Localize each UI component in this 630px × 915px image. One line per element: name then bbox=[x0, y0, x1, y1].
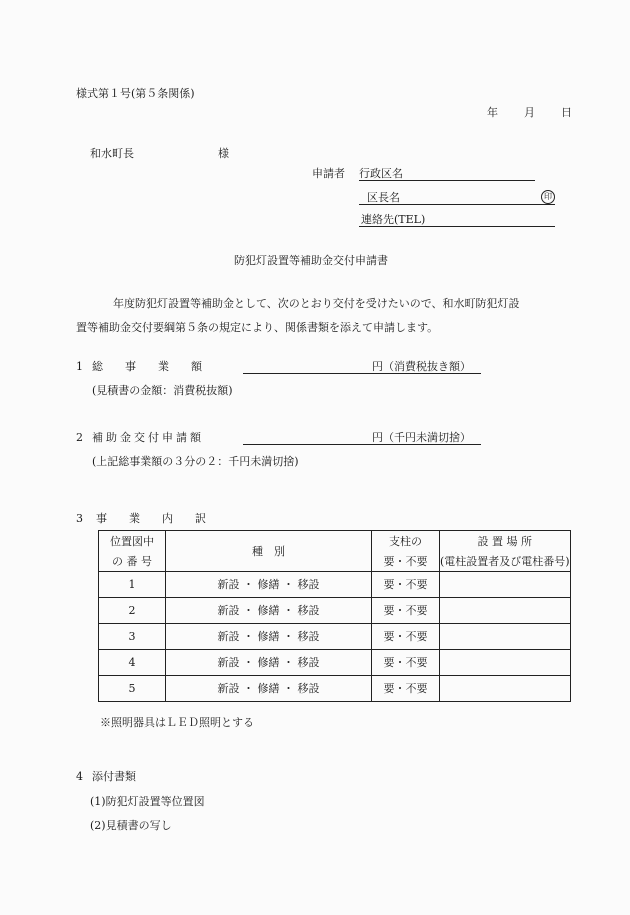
cell-type-options[interactable]: 新設 ・ 修繕 ・ 移設 bbox=[166, 598, 372, 624]
addressee-honorific: 様 bbox=[218, 147, 229, 160]
table-row bbox=[99, 676, 571, 702]
section1-unit: 円（消費税抜き額） bbox=[372, 360, 471, 373]
applicant-label: 申請者 bbox=[312, 167, 345, 180]
cell-number: 1 bbox=[99, 572, 166, 598]
table-row bbox=[99, 572, 571, 598]
applicant-district-label: 行政区名 bbox=[359, 167, 403, 180]
cell-location[interactable] bbox=[440, 624, 571, 650]
cell-pole-required[interactable]: 要・不要 bbox=[372, 598, 440, 624]
section4-number: 4 bbox=[76, 770, 83, 783]
addressee-name: 和水町長 bbox=[90, 147, 134, 160]
section1-amount-line bbox=[243, 373, 481, 374]
cell-number: 4 bbox=[99, 650, 166, 676]
section3-label: 事業内訳 bbox=[96, 512, 228, 525]
cell-number: 2 bbox=[99, 598, 166, 624]
header-position-line1: 位置図中 bbox=[110, 534, 154, 548]
header-position-line2: の 番 号 bbox=[112, 554, 152, 568]
cell-type-options[interactable]: 新設 ・ 修繕 ・ 移設 bbox=[166, 624, 372, 650]
header-type: 種 別 bbox=[166, 531, 372, 572]
section1-note: (見積書の金額：消費税抜額) bbox=[92, 384, 233, 397]
date-year-label: 年 bbox=[487, 106, 498, 119]
table-row bbox=[99, 624, 571, 650]
cell-pole-required[interactable]: 要・不要 bbox=[372, 624, 440, 650]
section3-number: 3 bbox=[76, 512, 83, 525]
section2-label: 補助金交付申請額 bbox=[92, 431, 204, 444]
date-month-label: 月 bbox=[524, 106, 535, 119]
header-location bbox=[440, 531, 571, 572]
cell-location[interactable] bbox=[440, 598, 571, 624]
section2-amount-line bbox=[243, 444, 481, 445]
section2-unit: 円（千円未満切捨） bbox=[372, 431, 471, 444]
cell-pole-required[interactable]: 要・不要 bbox=[372, 650, 440, 676]
cell-pole-required[interactable]: 要・不要 bbox=[372, 572, 440, 598]
lighting-note: ※照明器具はＬＥＤ照明とする bbox=[100, 716, 254, 729]
breakdown-table bbox=[98, 530, 571, 702]
cell-type-options[interactable]: 新設 ・ 修繕 ・ 移設 bbox=[166, 650, 372, 676]
header-pole bbox=[372, 531, 440, 572]
cell-number: 5 bbox=[99, 676, 166, 702]
applicant-head-label: 区長名 bbox=[367, 191, 400, 204]
header-location-line2: (電柱設置者及び電柱番号) bbox=[440, 554, 570, 568]
body-line-1: 年度防犯灯設置等補助金として、次のとおり交付を受けたいので、和水町防犯灯設 bbox=[113, 297, 520, 310]
cell-location[interactable] bbox=[440, 650, 571, 676]
cell-pole-required[interactable]: 要・不要 bbox=[372, 676, 440, 702]
section2-note: (上記総事業額の３分の２：千円未満切捨) bbox=[92, 455, 299, 468]
section1-label: 総事業額 bbox=[92, 360, 224, 373]
table-row bbox=[99, 598, 571, 624]
attachment-item-2: (2)見積書の写し bbox=[90, 819, 172, 832]
attachment-item-1: (1)防犯灯設置等位置図 bbox=[90, 795, 205, 808]
section2-number: 2 bbox=[76, 431, 83, 444]
table-row bbox=[99, 650, 571, 676]
applicant-head-line bbox=[359, 204, 555, 205]
cell-number: 3 bbox=[99, 624, 166, 650]
table-header-row bbox=[99, 531, 571, 572]
body-line-2: 置等補助金交付要綱第５条の規定により、関係書類を添えて申請します。 bbox=[76, 321, 439, 334]
cell-location[interactable] bbox=[440, 572, 571, 598]
header-pole-line1: 支柱の bbox=[389, 534, 422, 548]
cell-location[interactable] bbox=[440, 676, 571, 702]
header-pole-line2: 要・不要 bbox=[383, 554, 428, 568]
cell-type-options[interactable]: 新設 ・ 修繕 ・ 移設 bbox=[166, 676, 372, 702]
cell-type-options[interactable]: 新設 ・ 修繕 ・ 移設 bbox=[166, 572, 372, 598]
document-title: 防犯灯設置等補助金交付申請書 bbox=[234, 254, 388, 267]
applicant-district-line bbox=[359, 180, 535, 181]
applicant-contact-line bbox=[359, 226, 555, 227]
header-location-line1: 設 置 場 所 bbox=[477, 534, 533, 548]
form-number: 様式第１号(第５条関係) bbox=[76, 87, 195, 100]
section1-number: 1 bbox=[76, 360, 83, 373]
seal-mark: 印 bbox=[541, 190, 555, 204]
header-position-number bbox=[99, 531, 166, 572]
applicant-contact-label: 連絡先(TEL) bbox=[361, 213, 426, 226]
date-day-label: 日 bbox=[561, 106, 572, 119]
section4-label: 添付書類 bbox=[92, 770, 136, 783]
